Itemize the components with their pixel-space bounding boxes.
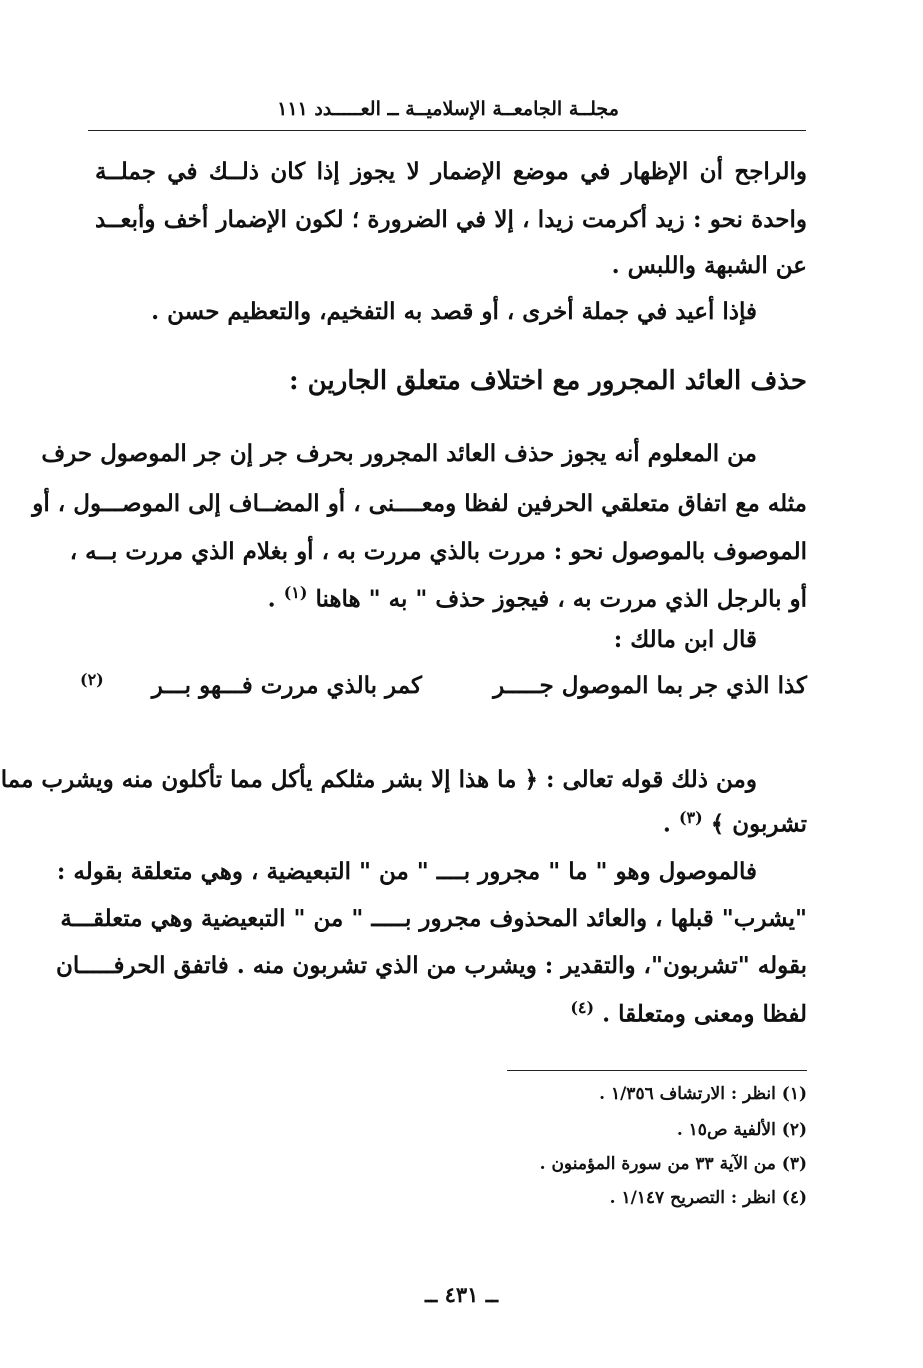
quote-intro: قال ابن مالك : — [613, 626, 757, 653]
paragraph-line: فالموصول وهو " ما " مجرور بــــ " من " التبعيضية ، وهي متعلقة بقوله : — [56, 858, 757, 885]
paragraph-line: "يشرب" قبلها ، والعائد المحذوف مجرور بـــــ " من " التبعيضية وهي متعلقـــة — [60, 905, 807, 932]
paragraph-line: بقوله "تشربون"، والتقدير : ويشرب من الذي تشربون منه . فاتفق الحرفـــــان — [55, 952, 807, 979]
paragraph-line — [95, 583, 807, 613]
paragraph-text: تشربون ﴾ — [710, 810, 807, 838]
verse-hemistich-right: كذا الذي جر بما الموصول جـــــر — [493, 672, 807, 699]
footnote: (١) انظر : الارتشاف ١/٣٥٦ . — [599, 1084, 807, 1104]
running-header: مجلــة الجامعــة الإسلاميــة ــ العـــــدد ١١١ — [277, 98, 619, 120]
footnote-marker: (٣) — [678, 808, 703, 827]
punctuation: . — [662, 810, 671, 838]
paragraph-line: واحدة نحو : زيد أكرمت زيدا ، إلا في الضرورة ؛ لكون الإضمار أخف وأبعــد — [95, 206, 807, 233]
footnote: (٣) من الآية ٣٣ من سورة المؤمنون . — [539, 1154, 807, 1174]
page-number: ــ ٤٣١ ــ — [424, 1282, 499, 1307]
paragraph-text: لفظا ومعنى ومتعلقا . — [602, 1000, 807, 1028]
footnote: (٤) انظر : التصريح ١/١٤٧ . — [609, 1188, 807, 1208]
footnote-marker: (٤) — [570, 998, 595, 1017]
section-heading: حذف العائد المجرور مع اختلاف متعلق الجارين : — [289, 366, 807, 396]
verse-hemistich-left: كمر بالذي مررت فـــهو بـــر — [151, 672, 422, 699]
paragraph-line: من المعلوم أنه يجوز حذف العائد المجرور بحرف جر إن جر الموصول حرف — [41, 440, 757, 467]
paragraph-line: عن الشبهة واللبس . — [611, 252, 807, 279]
paragraph-line: ومن ذلك قوله تعالى : ﴿ ما هذا إلا بشر مثلكم يأكل مما تأكلون منه ويشرب مما — [0, 766, 757, 793]
header-divider — [88, 130, 806, 131]
footnote-marker: (١) — [283, 583, 308, 602]
paragraph-text: أو بالرجل الذي مررت به ، فيجوز حذف " به " هاهنا — [315, 585, 807, 613]
poetry-verse — [80, 672, 807, 706]
paragraph-line: الموصوف بالموصول نحو : مررت بالذي مررت به ، أو بغلام الذي مررت بــه ، — [69, 538, 807, 565]
footnote: (٢) الألفية ص١٥ . — [676, 1120, 807, 1140]
punctuation: . — [267, 585, 276, 613]
paragraph-line: والراجح أن الإظهار في موضع الإضمار لا يجوز إذا كان ذلــك في جملــة — [95, 158, 807, 185]
footnote-divider — [507, 1070, 807, 1071]
paragraph-line — [95, 808, 807, 838]
paragraph-line — [95, 998, 807, 1028]
paragraph-line: مثله مع اتفاق متعلقي الحرفين لفظا ومعــــنى ، أو المضــاف إلى الموصـــول ، أو — [32, 490, 807, 517]
paragraph-line: فإذا أعيد في جملة أخرى ، أو قصد به التفخيم، والتعظيم حسن . — [151, 298, 757, 325]
footnote-marker: (٢) — [80, 670, 104, 689]
